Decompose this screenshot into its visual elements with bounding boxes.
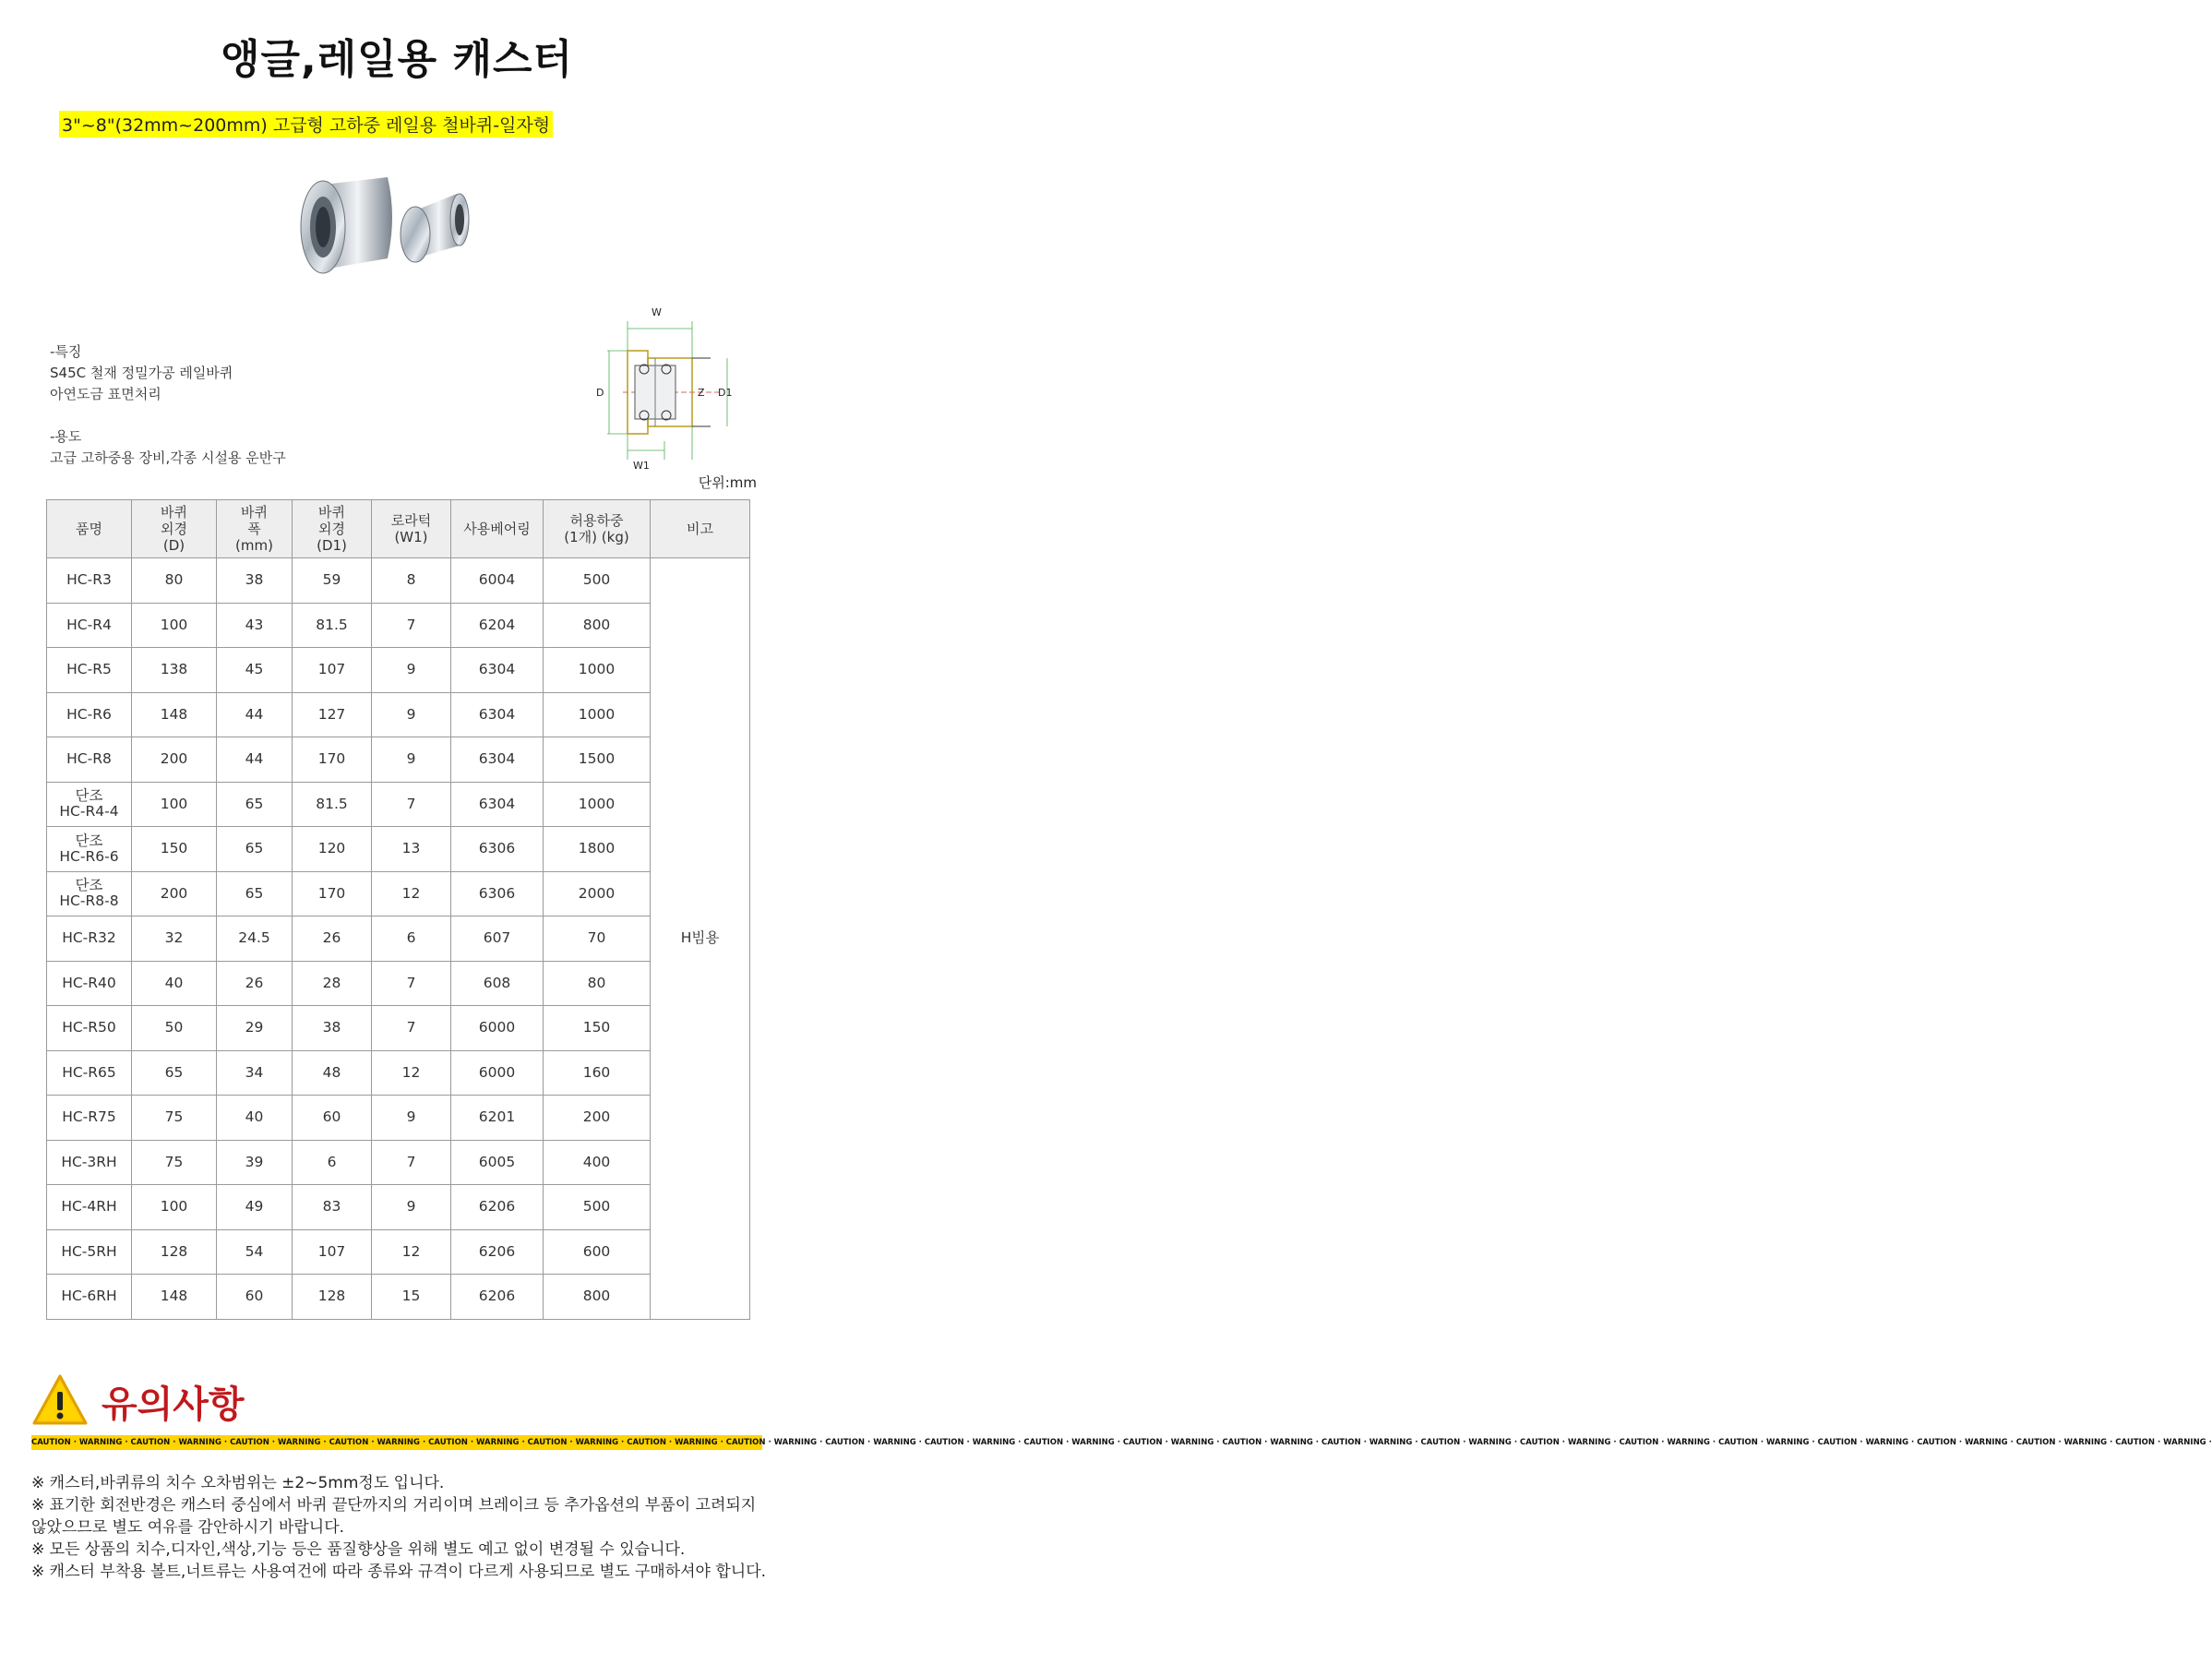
cell-d1: 170 — [293, 737, 372, 783]
cell-d1: 81.5 — [293, 603, 372, 648]
wheel-small — [401, 194, 469, 262]
cell-d: 40 — [132, 961, 217, 1006]
column-header-text: 외경 — [161, 521, 187, 537]
cell-w: 34 — [217, 1050, 293, 1096]
cell-product-name — [47, 961, 132, 1006]
diagram-label-z: Z — [698, 387, 705, 399]
product-name-text: HC-R65 — [62, 1063, 116, 1081]
column-header — [217, 500, 293, 558]
product-name-text: 단조 — [75, 877, 103, 894]
cell-w: 24.5 — [217, 916, 293, 962]
table-header-row — [47, 500, 750, 558]
cell-bearing: 6201 — [451, 1096, 544, 1141]
cell-w: 39 — [217, 1140, 293, 1185]
cell-w: 65 — [217, 782, 293, 827]
cell-w1: 9 — [372, 737, 451, 783]
feature-block — [50, 341, 286, 469]
cell-d1: 120 — [293, 827, 372, 872]
cell-load: 1000 — [544, 782, 651, 827]
notes-block — [31, 1472, 770, 1583]
cell-w: 60 — [217, 1275, 293, 1320]
table-row — [47, 827, 750, 872]
note-item: ※ 모든 상품의 치수,디자인,색상,기능 등은 품질향상을 위해 별도 예고 없이 변경될 수 있습니다. — [31, 1540, 686, 1559]
cell-bearing: 6306 — [451, 871, 544, 916]
cell-product-name — [47, 782, 132, 827]
feature-line: 아연도금 표면처리 — [50, 386, 161, 402]
cell-w1: 12 — [372, 1229, 451, 1275]
cell-w: 65 — [217, 871, 293, 916]
table-row — [47, 692, 750, 737]
cell-d: 150 — [132, 827, 217, 872]
warning-triangle-icon — [31, 1373, 89, 1427]
cell-w: 26 — [217, 961, 293, 1006]
cell-d: 32 — [132, 916, 217, 962]
table-row — [47, 961, 750, 1006]
table-row — [47, 871, 750, 916]
cell-bearing: 607 — [451, 916, 544, 962]
cell-d1: 48 — [293, 1050, 372, 1096]
column-header-text: 외경 — [318, 521, 345, 537]
wheel-large — [301, 177, 392, 273]
cell-product-name — [47, 1140, 132, 1185]
cell-load: 70 — [544, 916, 651, 962]
cell-product-name — [47, 648, 132, 693]
feature-heading: -특징 — [50, 343, 82, 360]
product-name-text: HC-R40 — [62, 974, 116, 991]
cell-d: 50 — [132, 1006, 217, 1051]
cell-w1: 15 — [372, 1275, 451, 1320]
column-header — [132, 500, 217, 558]
cell-w: 29 — [217, 1006, 293, 1051]
product-name-text: 단조 — [75, 787, 103, 805]
cell-load: 600 — [544, 1229, 651, 1275]
cell-d1: 83 — [293, 1185, 372, 1230]
cell-d: 200 — [132, 871, 217, 916]
product-name-text: HC-R3 — [66, 571, 112, 589]
table-row — [47, 1275, 750, 1320]
cell-w1: 7 — [372, 782, 451, 827]
cell-w1: 9 — [372, 692, 451, 737]
cell-product-name — [47, 1006, 132, 1051]
cell-w: 44 — [217, 692, 293, 737]
table-row — [47, 1185, 750, 1230]
cell-note: H빔용 — [651, 558, 750, 1320]
cell-product-name — [47, 1275, 132, 1320]
cell-w1: 8 — [372, 558, 451, 604]
cell-bearing: 6304 — [451, 737, 544, 783]
diagram-label-w: W — [652, 306, 662, 318]
cell-w1: 7 — [372, 1140, 451, 1185]
product-name-text: HC-6RH — [61, 1288, 117, 1305]
product-name-text: HC-R75 — [62, 1108, 116, 1126]
cell-bearing: 6004 — [451, 558, 544, 604]
column-header-text: 바퀴 — [161, 504, 187, 521]
column-header-text: (mm) — [235, 537, 273, 554]
diagram-label-d: D — [596, 387, 604, 399]
cell-d1: 6 — [293, 1140, 372, 1185]
product-name-text: 단조 — [75, 832, 103, 849]
cell-bearing: 6304 — [451, 782, 544, 827]
cell-w1: 7 — [372, 1006, 451, 1051]
table-row — [47, 1050, 750, 1096]
cell-d: 75 — [132, 1096, 217, 1141]
cell-d1: 107 — [293, 1229, 372, 1275]
cell-w: 49 — [217, 1185, 293, 1230]
cell-load: 160 — [544, 1050, 651, 1096]
cell-w: 38 — [217, 558, 293, 604]
table-row — [47, 558, 750, 604]
caution-tape-text: CAUTION · WARNING · CAUTION · WARNING · CAUTION · WARNING · CAUTION · WARNING · CAUTION · WARNING · CAUTION · WARNING · CAUTION · WARNING · CAUTION · WARNING · CAUTION · WARNING · CAUTION · WARNING · CAUTION · WARNING · CAUTION · WARNING · CAUTION · WARNING · CAUTION · WARNING · CAUTION · WARNING · CAUTION · WARNING · CAUTION · WARNING · CAUTION · WARNING · CAUTION · WARNING · CAUTION · WARNING · CAUTION · WARNING · CAUTION · WARNING · — [31, 1438, 2212, 1447]
cell-load: 1800 — [544, 827, 651, 872]
cell-bearing: 6000 — [451, 1050, 544, 1096]
product-subtitle: 3"~8"(32mm~200mm) 고급형 고하중 레일용 철바퀴-일자형 — [59, 111, 553, 138]
column-header-text: (1개) (kg) — [564, 529, 629, 545]
cell-w: 65 — [217, 827, 293, 872]
cell-d1: 26 — [293, 916, 372, 962]
cell-w1: 9 — [372, 1185, 451, 1230]
cell-d1: 170 — [293, 871, 372, 916]
cell-product-name — [47, 1096, 132, 1141]
cell-w1: 12 — [372, 871, 451, 916]
cell-product-name — [47, 692, 132, 737]
product-name-text: HC-R8 — [66, 750, 112, 768]
warning-title: 유의사항 — [102, 1384, 245, 1426]
caution-tape — [31, 1435, 2212, 1450]
column-header-text: 로라턱 — [390, 512, 432, 529]
cell-load: 500 — [544, 558, 651, 604]
cell-d1: 59 — [293, 558, 372, 604]
cell-product-name — [47, 827, 132, 872]
cell-d: 100 — [132, 603, 217, 648]
table-row — [47, 1140, 750, 1185]
column-header-text: (D) — [162, 537, 185, 554]
cell-bearing: 6206 — [451, 1185, 544, 1230]
cell-d: 148 — [132, 1275, 217, 1320]
product-name-text: HC-R50 — [62, 1019, 116, 1036]
cell-load: 1000 — [544, 692, 651, 737]
column-header — [544, 500, 651, 558]
cell-load: 500 — [544, 1185, 651, 1230]
cell-d1: 127 — [293, 692, 372, 737]
cell-w: 44 — [217, 737, 293, 783]
column-header-text: 폭 — [247, 521, 261, 537]
cell-bearing: 6304 — [451, 692, 544, 737]
dimension-diagram — [591, 303, 738, 472]
cell-d: 138 — [132, 648, 217, 693]
cell-d: 65 — [132, 1050, 217, 1096]
cell-w1: 12 — [372, 1050, 451, 1096]
diagram-label-w1: W1 — [633, 460, 650, 472]
column-header-text: 사용베어링 — [463, 521, 531, 537]
cell-d1: 128 — [293, 1275, 372, 1320]
note-item: ※ 표기한 회전반경은 캐스터 중심에서 바퀴 끝단까지의 거리이며 브레이크 등 추가옵션의 부품이 고려되지 않았으므로 별도 여유를 감안하시기 바랍니다. — [31, 1496, 757, 1537]
table-row — [47, 782, 750, 827]
cell-bearing: 6204 — [451, 603, 544, 648]
feature-line: S45C 철재 정밀가공 레일바퀴 — [50, 365, 233, 381]
cell-load: 800 — [544, 603, 651, 648]
cell-product-name — [47, 737, 132, 783]
column-header — [372, 500, 451, 558]
cell-d: 75 — [132, 1140, 217, 1185]
cell-w: 40 — [217, 1096, 293, 1141]
cell-product-name — [47, 603, 132, 648]
cell-bearing: 6206 — [451, 1229, 544, 1275]
column-header-text: 품명 — [76, 521, 102, 537]
table-row — [47, 737, 750, 783]
table-row — [47, 916, 750, 962]
cell-load: 150 — [544, 1006, 651, 1051]
cell-d1: 28 — [293, 961, 372, 1006]
diagram-label-d1: D1 — [718, 387, 733, 399]
column-header-text: 바퀴 — [318, 504, 345, 521]
column-header-text: (D1) — [317, 537, 347, 554]
cell-load: 2000 — [544, 871, 651, 916]
cell-load: 1000 — [544, 648, 651, 693]
table-row — [47, 603, 750, 648]
cell-d1: 81.5 — [293, 782, 372, 827]
column-header — [293, 500, 372, 558]
column-header-text: 바퀴 — [241, 504, 268, 521]
cell-bearing: 6304 — [451, 648, 544, 693]
table-row — [47, 648, 750, 693]
product-name-text: HC-R8-8 — [59, 892, 119, 910]
cell-w1: 13 — [372, 827, 451, 872]
cell-w: 43 — [217, 603, 293, 648]
cell-product-name — [47, 1050, 132, 1096]
cell-load: 1500 — [544, 737, 651, 783]
product-name-text: HC-3RH — [61, 1153, 117, 1170]
cell-load: 800 — [544, 1275, 651, 1320]
unit-label: 단위:mm — [698, 474, 757, 491]
product-name-text: HC-R6 — [66, 705, 112, 723]
column-header — [651, 500, 750, 558]
product-name-text: HC-4RH — [61, 1198, 117, 1216]
use-line: 고급 고하중용 장비,각종 시설용 운반구 — [50, 449, 286, 466]
cell-w1: 7 — [372, 603, 451, 648]
product-name-text: HC-R4 — [66, 616, 112, 633]
product-photo — [286, 166, 508, 305]
cell-bearing: 6206 — [451, 1275, 544, 1320]
cell-product-name — [47, 558, 132, 604]
spec-table — [46, 499, 750, 1320]
note-item: ※ 캐스터,바퀴류의 치수 오차범위는 ±2~5mm정도 입니다. — [31, 1474, 445, 1492]
cell-bearing: 608 — [451, 961, 544, 1006]
cell-load: 80 — [544, 961, 651, 1006]
product-name-text: HC-R32 — [62, 929, 116, 947]
cell-load: 400 — [544, 1140, 651, 1185]
cell-d: 148 — [132, 692, 217, 737]
cell-load: 200 — [544, 1096, 651, 1141]
cell-d1: 107 — [293, 648, 372, 693]
cell-product-name — [47, 1229, 132, 1275]
cell-d: 80 — [132, 558, 217, 604]
cell-d: 100 — [132, 782, 217, 827]
table-row — [47, 1096, 750, 1141]
cell-d: 200 — [132, 737, 217, 783]
table-row — [47, 1006, 750, 1051]
cell-w: 45 — [217, 648, 293, 693]
cell-product-name — [47, 871, 132, 916]
column-header-text: (W1) — [394, 529, 428, 545]
cell-product-name — [47, 1185, 132, 1230]
cell-w1: 6 — [372, 916, 451, 962]
cell-bearing: 6306 — [451, 827, 544, 872]
product-name-text: HC-R5 — [66, 661, 112, 678]
cell-d1: 60 — [293, 1096, 372, 1141]
cell-w1: 7 — [372, 961, 451, 1006]
product-name-text: HC-R6-6 — [59, 847, 119, 865]
note-item: ※ 캐스터 부착용 볼트,너트류는 사용여건에 따라 종류와 규격이 다르게 사용되므로 별도 구매하셔야 합니다. — [31, 1563, 767, 1581]
table-row — [47, 1229, 750, 1275]
cell-d: 128 — [132, 1229, 217, 1275]
cell-product-name — [47, 916, 132, 962]
cell-bearing: 6000 — [451, 1006, 544, 1051]
cell-w: 54 — [217, 1229, 293, 1275]
column-header — [451, 500, 544, 558]
product-name-text: HC-5RH — [61, 1242, 117, 1260]
product-name-text: HC-R4-4 — [59, 803, 119, 821]
cell-d1: 38 — [293, 1006, 372, 1051]
cell-bearing: 6005 — [451, 1140, 544, 1185]
cell-d: 100 — [132, 1185, 217, 1230]
cell-w1: 9 — [372, 648, 451, 693]
column-header-text: 비고 — [687, 521, 713, 537]
cell-w1: 9 — [372, 1096, 451, 1141]
page-title: 앵글,레일용 캐스터 — [220, 36, 574, 83]
use-heading: -용도 — [50, 428, 82, 445]
column-header-text: 허용하중 — [569, 512, 624, 529]
column-header — [47, 500, 132, 558]
